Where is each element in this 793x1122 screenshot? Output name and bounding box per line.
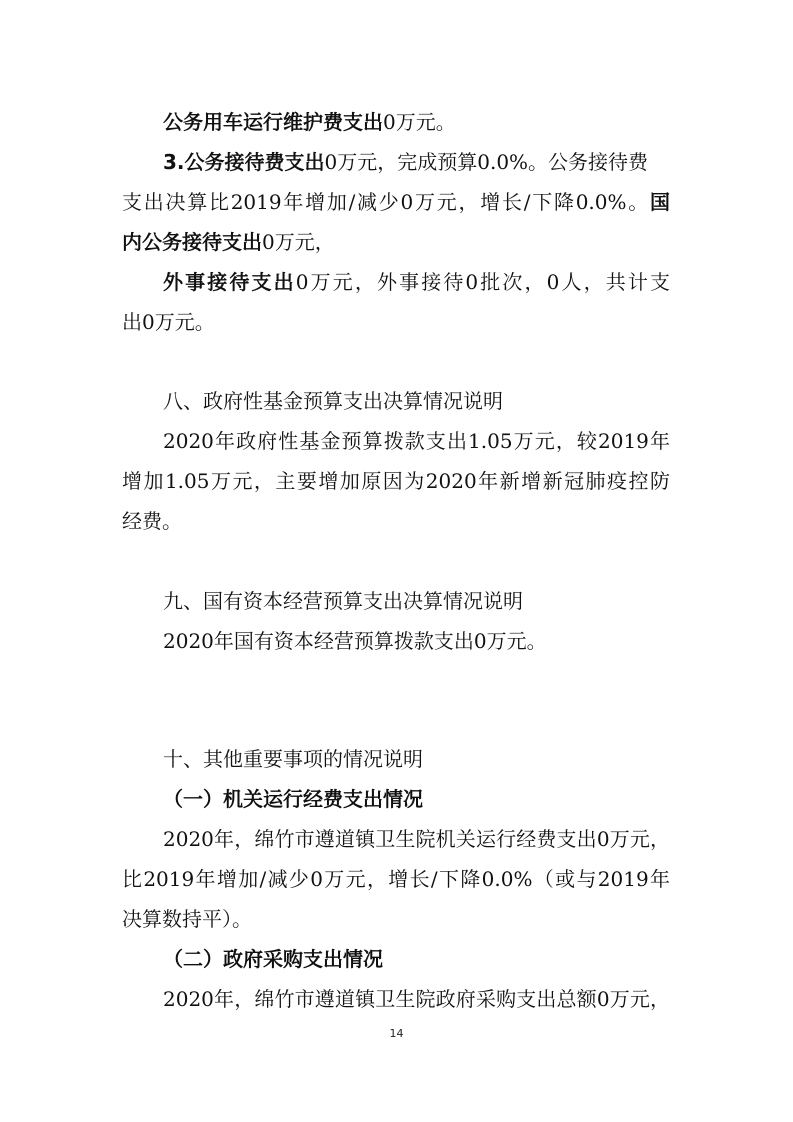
reception-label: 3.公务接待费支出 — [163, 150, 325, 174]
section10-sub1-line-1: 2020年，绵竹市遵道镇卫生院机关运行经费支出0万元， — [163, 827, 670, 851]
section8-line-2: 增加1.05万元，主要增加原因为2020年新增新冠肺疫控防 — [122, 469, 670, 493]
reception-line-1 — [163, 148, 648, 176]
section9-heading: 九、国有资本经营预算支出决算情况说明 — [163, 589, 523, 613]
vehicle-label: 公务用车运行维护费支出 — [163, 110, 383, 134]
section8-heading: 八、政府性基金预算支出决算情况说明 — [163, 389, 503, 413]
section9-line-1: 2020年国有资本经营预算拨款支出0万元。 — [163, 629, 547, 653]
reception-domestic-text: 0万元， — [262, 230, 335, 254]
reception-domestic-label: 内公务接待支出 — [122, 230, 262, 254]
reception-text-2: 支出决算比2019年增加/减少0万元，增长/下降0.0%。 — [122, 190, 650, 214]
reception-text-1: 0万元，完成预算0.0%。公务接待费 — [324, 150, 649, 174]
foreign-line-2 — [122, 308, 215, 336]
page-number: 14 — [389, 1027, 404, 1040]
reception-line-3 — [122, 228, 335, 256]
foreign-line-1 — [163, 268, 670, 296]
section10-sub2-line-1: 2020年，绵竹市遵道镇卫生院政府采购支出总额0万元， — [163, 987, 670, 1011]
section10-sub1-line-3: 决算数持平）。 — [122, 907, 252, 931]
reception-domestic-label-start: 国 — [650, 190, 670, 214]
section10-sub2-heading: （二）政府采购支出情况 — [163, 947, 383, 971]
section10-sub1-line-2: 比2019年增加/减少0万元，增长/下降0.0%（或与2019年 — [122, 867, 670, 891]
foreign-label: 外事接待支出 — [163, 270, 296, 294]
foreign-text-1: 0万元，外事接待0批次，0人，共计支 — [295, 270, 670, 294]
reception-line-2 — [122, 188, 670, 216]
section10-sub1-heading: （一）机关运行经费支出情况 — [163, 787, 423, 811]
foreign-text-2: 出0万元。 — [122, 310, 215, 334]
vehicle-line — [163, 108, 456, 136]
section8-line-3: 经费。 — [122, 509, 182, 533]
section10-heading: 十、其他重要事项的情况说明 — [163, 747, 423, 771]
vehicle-text: 0万元。 — [383, 110, 456, 134]
section8-line-1: 2020年政府性基金预算拨款支出1.05万元，较2019年 — [163, 429, 670, 453]
